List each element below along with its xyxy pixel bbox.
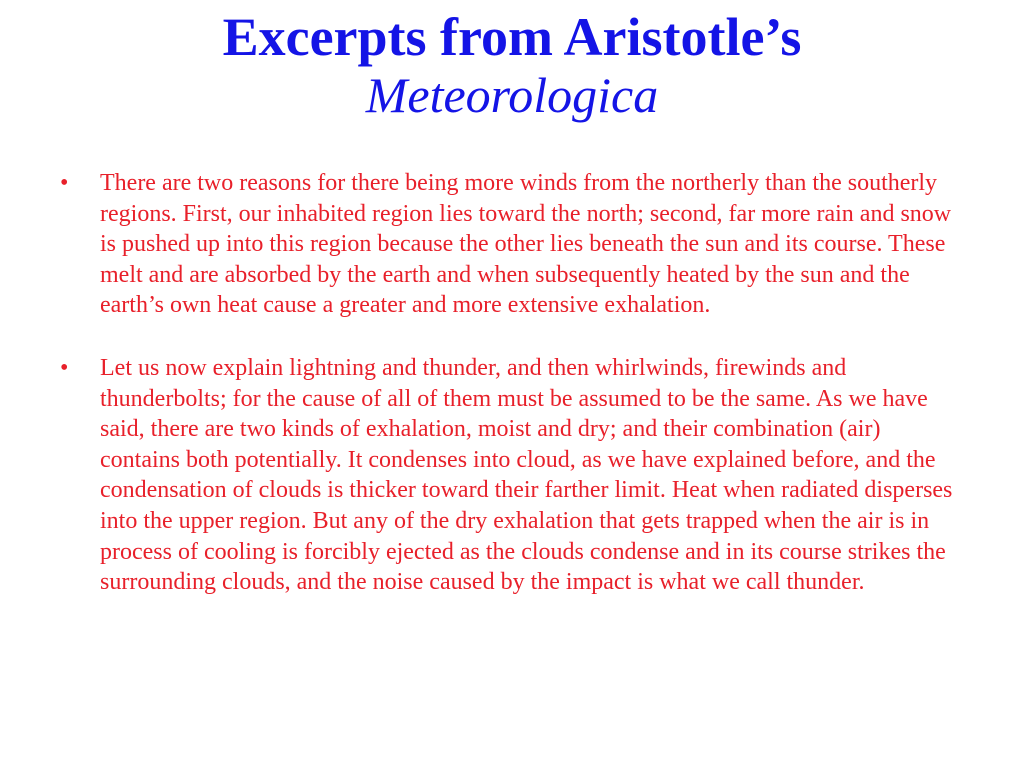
bullet-marker: •	[60, 354, 69, 381]
bullet-item-2	[60, 353, 960, 598]
slide-title	[0, 6, 1024, 126]
title-line-1: Excerpts from Aristotle’s	[222, 7, 802, 67]
bullet-marker: •	[60, 170, 69, 196]
title-line-2: Meteorologica	[365, 67, 659, 123]
bullet-item-1	[60, 168, 960, 321]
bullet-text: There are two reasons for there being more winds from the northerly than the southerly regions. First, our inhabited region lies toward the north; second, far more rain and snow is pushed up into this region because the other lies beneath the sun and its course. These melt and are absorbed by the earth and when subsequently heated by the sun and the earth’s own heat cause a greater and more extensive exhalation.	[100, 170, 952, 319]
bullet-text: Let us now explain lightning and thunder, and then whirlwinds, firewinds and thunderbolts; for the cause of all of them must be assumed to be the same. As we have said, there are two kinds of exhalation, moist and dry; and their combination (air) contains both potentially. It condenses into cloud, as we have explained before, and the condensation of clouds is thicker toward their farther limit. Heat when radiated disperses into the upper region. But any of the dry exhalation that gets trapped when the air is in process of cooling is forcibly ejected as the clouds condense and in its course strikes the surrounding clouds, and the noise caused by the impact is what we call thunder.	[100, 354, 953, 596]
bullet-list	[60, 168, 960, 598]
